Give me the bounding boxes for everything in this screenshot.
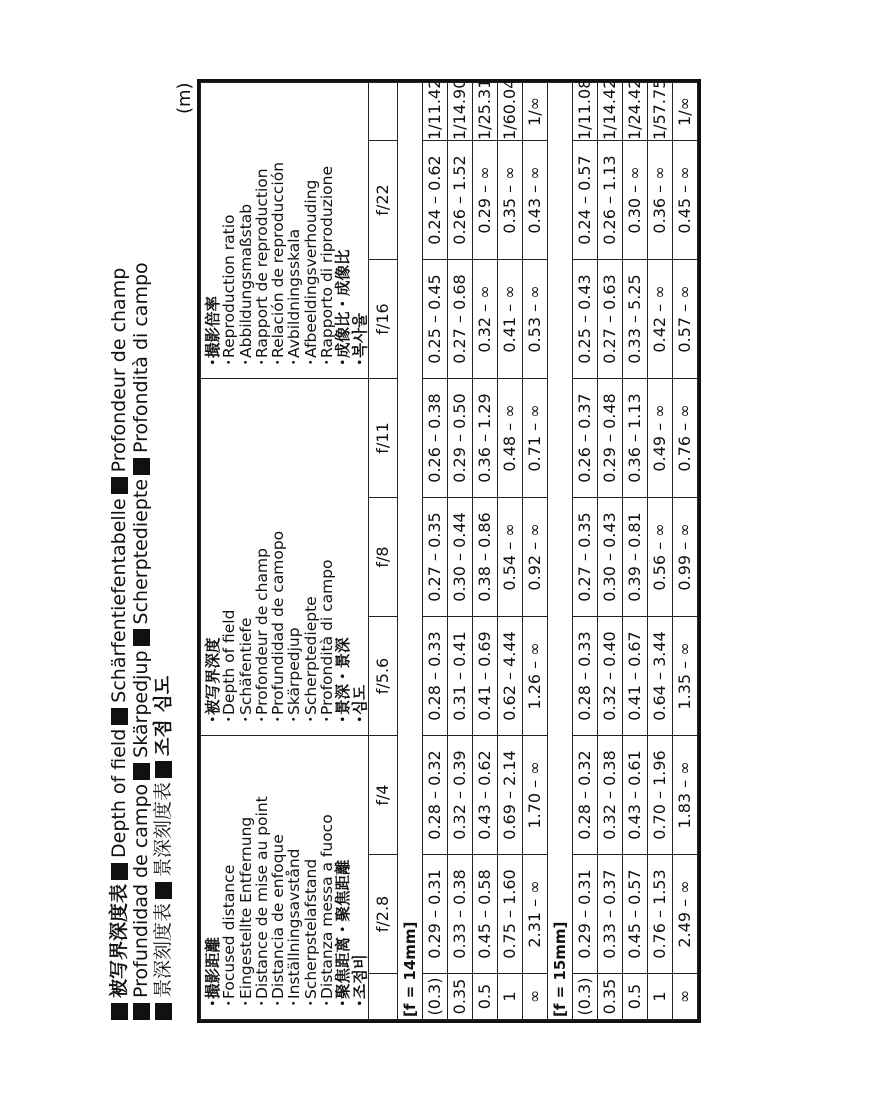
bullet-icon: ・ — [334, 354, 353, 370]
dof-value-cell: 0.33 – 0.37 — [597, 855, 622, 974]
header-label-text: Profondeur de champ — [252, 548, 271, 715]
bullet-icon: ・ — [318, 354, 337, 370]
table-row — [597, 83, 622, 1020]
dof-value-cell: 0.25 – 0.43 — [572, 260, 597, 379]
dof-value-cell: 0.76 – ∞ — [672, 379, 697, 498]
header-label-line — [286, 379, 302, 727]
dof-value-cell: 0.29 – 0.31 — [572, 855, 597, 974]
bullet-icon: ・ — [318, 711, 337, 727]
aperture-header: f/4 — [368, 736, 397, 855]
title-item: 景深刻度表 — [152, 781, 174, 877]
depth-of-field-header — [201, 379, 369, 736]
title-item: Schärfentiefentabelle — [108, 498, 130, 703]
table-row — [572, 83, 597, 1020]
header-label-line — [270, 379, 286, 727]
dof-value-cell: 1.70 – ∞ — [522, 736, 547, 855]
bullet-icon: ・ — [204, 711, 222, 727]
dof-value-cell: 0.70 – 1.96 — [647, 736, 672, 855]
ratio-cell: 1/60.04 — [497, 83, 522, 141]
dof-value-cell: 0.26 – 1.52 — [447, 141, 472, 260]
header-label-line — [221, 736, 237, 1011]
dof-value-cell: 0.27 – 0.35 — [572, 498, 597, 617]
dof-value-cell: 0.27 – 0.35 — [422, 498, 447, 617]
dof-value-cell: 0.30 – ∞ — [622, 141, 647, 260]
header-label-line — [221, 83, 237, 370]
reproduction-ratio-header — [201, 83, 369, 379]
header-label-text: Relación de reproducción — [269, 161, 288, 358]
reproduction-ratio-labels — [205, 83, 368, 378]
dof-value-cell: 0.39 – 0.81 — [622, 498, 647, 617]
aperture-row-blank — [368, 974, 397, 1020]
black-square-icon — [155, 761, 172, 778]
header-label-text: Reproduction ratio — [220, 214, 239, 358]
header-label-line — [270, 83, 286, 370]
dof-value-cell: 0.99 – ∞ — [672, 498, 697, 617]
header-label-line — [254, 736, 270, 1011]
bullet-icon: ・ — [285, 354, 304, 370]
dof-value-cell: 0.29 – ∞ — [472, 141, 497, 260]
dof-value-cell: 1.26 – ∞ — [522, 617, 547, 736]
dof-value-cell: 0.32 – ∞ — [472, 260, 497, 379]
bullet-icon: ・ — [285, 995, 304, 1011]
distance-cell: 0.5 — [472, 974, 497, 1020]
bullet-icon: ・ — [334, 711, 353, 727]
header-label-text: 成像比・成像比 — [334, 249, 353, 358]
dof-value-cell: 0.41 – 0.69 — [472, 617, 497, 736]
ratio-cell: 1/25.31 — [472, 83, 497, 141]
title-item: Skärpedjup — [130, 650, 152, 758]
aperture-header: f/8 — [368, 498, 397, 617]
dof-value-cell: 0.36 – 1.13 — [622, 379, 647, 498]
header-label-line — [254, 379, 270, 727]
dof-value-cell: 0.31 – 0.41 — [447, 617, 472, 736]
header-label-line — [352, 379, 368, 727]
header-label-text: Afbeeldingsverhouding — [301, 179, 320, 358]
black-square-icon — [111, 863, 128, 880]
bullet-icon: ・ — [236, 995, 255, 1011]
dof-value-cell: 0.54 – ∞ — [497, 498, 522, 617]
ratio-cell: 1/14.42 — [597, 83, 622, 141]
distance-cell: 0.5 — [622, 974, 647, 1020]
ratio-cell: 1/∞ — [522, 83, 547, 141]
dof-value-cell: 0.43 – 0.61 — [622, 736, 647, 855]
dof-value-cell: 0.56 – ∞ — [647, 498, 672, 617]
header-label-line — [335, 736, 351, 1011]
dof-value-cell: 0.75 – 1.60 — [497, 855, 522, 974]
header-label-line — [319, 379, 335, 727]
ratio-cell: 1/11.42 — [422, 83, 447, 141]
header-label-text: 조점비 — [350, 954, 369, 999]
header-label-line — [352, 736, 368, 1011]
table-row — [522, 83, 547, 1020]
ratio-cell: 1/14.90 — [447, 83, 472, 141]
header-label-line — [238, 83, 254, 370]
table-row — [497, 83, 522, 1020]
dof-value-cell: 0.41 – 0.67 — [622, 617, 647, 736]
dof-value-cell: 0.32 – 0.40 — [597, 617, 622, 736]
bullet-icon: ・ — [220, 354, 239, 370]
title-item: 被写界深度表 — [108, 883, 130, 998]
dof-value-cell: 2.31 – ∞ — [522, 855, 547, 974]
focused-distance-header — [201, 736, 369, 1020]
table-row — [422, 83, 447, 1020]
header-label-line — [254, 83, 270, 370]
depth-of-field-labels — [205, 379, 368, 735]
header-label-text: Profondità di campo — [318, 559, 337, 715]
black-square-icon — [111, 708, 128, 725]
header-label-text: Distance de mise au point — [252, 796, 271, 999]
header-label-text: Abbildungsmaßstab — [236, 203, 255, 358]
dof-value-cell: 0.32 – 0.38 — [597, 736, 622, 855]
distance-cell: (0.3) — [572, 974, 597, 1020]
dof-value-cell: 0.28 – 0.32 — [572, 736, 597, 855]
table-row — [647, 83, 672, 1020]
ratio-cell: 1/11.08 — [572, 83, 597, 141]
header-label-line — [238, 736, 254, 1011]
ratio-cell: 1/57.75 — [647, 83, 672, 141]
dof-value-cell: 0.29 – 0.31 — [422, 855, 447, 974]
dof-value-cell: 0.29 – 0.48 — [597, 379, 622, 498]
dof-value-cell: 0.35 – ∞ — [497, 141, 522, 260]
dof-value-cell: 0.27 – 0.63 — [597, 260, 622, 379]
title-line-3 — [152, 120, 174, 1020]
dof-value-cell: 0.53 – ∞ — [522, 260, 547, 379]
bullet-icon: ・ — [204, 995, 222, 1011]
header-label-text: 撮影倍率 — [204, 295, 222, 358]
header-label-text: 被写界深度 — [204, 637, 222, 715]
header-label-text: Distancia de enfoque — [269, 834, 288, 999]
title-item: Scherptediepte — [130, 478, 152, 625]
dof-value-cell: 0.71 – ∞ — [522, 379, 547, 498]
dof-value-cell: 0.43 – ∞ — [522, 141, 547, 260]
aperture-header: f/2.8 — [368, 855, 397, 974]
header-label-text: 撮影距離 — [204, 936, 222, 999]
header-label-text: Skärpedjup — [285, 627, 304, 715]
title-item: 조점 심도 — [152, 675, 174, 756]
title-line-1 — [108, 120, 130, 1020]
header-label-line — [303, 379, 319, 727]
header-label-text: 복사율 — [350, 313, 369, 358]
dof-value-cell: 0.25 – 0.45 — [422, 260, 447, 379]
dof-value-cell: 0.38 – 0.86 — [472, 498, 497, 617]
black-square-icon — [133, 629, 150, 646]
header-label-line — [270, 736, 286, 1011]
header-label-line — [303, 83, 319, 370]
bullet-icon: ・ — [269, 354, 288, 370]
dof-value-cell: 1.35 – ∞ — [672, 617, 697, 736]
header-label-line — [319, 736, 335, 1011]
dof-value-cell: 0.28 – 0.33 — [572, 617, 597, 736]
distance-cell: 0.35 — [447, 974, 472, 1020]
header-label-text: Scherpstelafstand — [301, 858, 320, 999]
header-label-line — [303, 736, 319, 1011]
distance-cell: 1 — [497, 974, 522, 1020]
header-label-line — [238, 379, 254, 727]
bullet-icon: ・ — [269, 995, 288, 1011]
bullet-icon: ・ — [301, 354, 320, 370]
table-row — [472, 83, 497, 1020]
dof-value-cell: 0.49 – ∞ — [647, 379, 672, 498]
dof-value-cell: 0.30 – 0.44 — [447, 498, 472, 617]
bullet-icon: ・ — [350, 995, 369, 1011]
header-label-line — [352, 83, 368, 370]
dof-value-cell: 0.43 – 0.62 — [472, 736, 497, 855]
table-row — [622, 83, 647, 1020]
depth-of-field-table — [200, 78, 698, 1020]
bullet-icon: ・ — [236, 354, 255, 370]
header-label-text: 심도 — [350, 685, 369, 715]
section-row — [397, 83, 422, 1020]
title-item: Profundidad de campo — [130, 783, 152, 998]
dof-value-cell: 0.41 – ∞ — [497, 260, 522, 379]
header-label-text: 聚焦距离・聚焦距離 — [334, 859, 353, 999]
dof-value-cell: 0.26 – 1.13 — [597, 141, 622, 260]
header-label-text: Distanza messa a fuoco — [318, 814, 337, 999]
header-label-text: Schäfentiefe — [236, 617, 255, 715]
bullet-icon: ・ — [252, 354, 271, 370]
aperture-header: f/5.6 — [368, 617, 397, 736]
ratio-cell: 1/∞ — [672, 83, 697, 141]
dof-value-cell: 0.30 – 0.43 — [597, 498, 622, 617]
dof-value-cell: 0.24 – 0.57 — [572, 141, 597, 260]
dof-value-cell: 0.29 – 0.50 — [447, 379, 472, 498]
header-label-line — [205, 379, 221, 727]
dof-value-cell: 0.26 – 0.37 — [572, 379, 597, 498]
focused-distance-labels — [205, 736, 368, 1019]
dof-value-cell: 1.83 – ∞ — [672, 736, 697, 855]
header-label-text: 景深・景深 — [334, 637, 353, 715]
title-item: 景深刻度表 — [152, 902, 174, 998]
section-label: [f = 15mm] — [547, 83, 572, 1020]
header-label-line — [221, 379, 237, 727]
bullet-icon: ・ — [301, 711, 320, 727]
bullet-icon: ・ — [204, 354, 222, 370]
distance-cell: 1 — [647, 974, 672, 1020]
dof-value-cell: 0.28 – 0.33 — [422, 617, 447, 736]
bullet-icon: ・ — [252, 995, 271, 1011]
header-label-line — [335, 83, 351, 370]
black-square-icon — [133, 1003, 150, 1020]
title-item: Profondeur de champ — [108, 267, 130, 473]
header-label-line — [319, 83, 335, 370]
header-label-line — [205, 83, 221, 370]
bullet-icon: ・ — [334, 995, 353, 1011]
dof-value-cell: 0.42 – ∞ — [647, 260, 672, 379]
dof-value-cell: 0.69 – 2.14 — [497, 736, 522, 855]
header-label-text: Rapport de reproduction — [252, 168, 271, 358]
section-row — [547, 83, 572, 1020]
header-label-text: Eingestellte Entfernung — [236, 816, 255, 999]
dof-value-cell: 0.26 – 0.38 — [422, 379, 447, 498]
section-label: [f = 14mm] — [397, 83, 422, 1020]
header-label-line — [286, 83, 302, 370]
header-label-line — [205, 736, 221, 1011]
dof-value-cell: 0.33 – 5.25 — [622, 260, 647, 379]
dof-value-cell: 0.45 – ∞ — [672, 141, 697, 260]
bullet-icon: ・ — [350, 711, 369, 727]
bullet-icon: ・ — [350, 354, 369, 370]
header-label-text: Scherptediepte — [301, 596, 320, 715]
dof-value-cell: 2.49 – ∞ — [672, 855, 697, 974]
table-row — [672, 83, 697, 1020]
title-line-2 — [130, 120, 152, 1020]
dof-value-cell: 0.57 – ∞ — [672, 260, 697, 379]
black-square-icon — [155, 882, 172, 899]
dof-value-cell: 0.45 – 0.57 — [622, 855, 647, 974]
dof-value-cell: 0.48 – ∞ — [497, 379, 522, 498]
header-row-labels — [201, 83, 369, 1020]
title-item: Profondità di campo — [130, 262, 152, 453]
dof-value-cell: 0.24 – 0.62 — [422, 141, 447, 260]
bullet-icon: ・ — [269, 711, 288, 727]
title-block — [108, 120, 174, 1020]
bullet-icon: ・ — [236, 711, 255, 727]
black-square-icon — [111, 477, 128, 494]
bullet-icon: ・ — [252, 711, 271, 727]
dof-value-cell: 0.62 – 4.44 — [497, 617, 522, 736]
bullet-icon: ・ — [318, 995, 337, 1011]
aperture-row — [368, 83, 397, 1020]
bullet-icon: ・ — [220, 711, 239, 727]
black-square-icon — [133, 763, 150, 780]
dof-value-cell: 0.33 – 0.38 — [447, 855, 472, 974]
header-label-text: Focused distance — [220, 864, 239, 999]
dof-value-cell: 0.64 – 3.44 — [647, 617, 672, 736]
bullet-icon: ・ — [285, 711, 304, 727]
ratio-cell: 1/24.42 — [622, 83, 647, 141]
header-label-text: Rapporto di riproduzione — [318, 165, 337, 358]
black-square-icon — [155, 1003, 172, 1020]
header-label-text: Depth of field — [220, 609, 239, 715]
dof-value-cell: 0.28 – 0.32 — [422, 736, 447, 855]
dof-value-cell: 0.76 – 1.53 — [647, 855, 672, 974]
header-label-line — [335, 379, 351, 727]
dof-value-cell: 0.36 – 1.29 — [472, 379, 497, 498]
dof-value-cell: 0.27 – 0.68 — [447, 260, 472, 379]
table-row — [447, 83, 472, 1020]
header-label-text: Avbildningsskala — [285, 228, 304, 358]
header-label-line — [286, 736, 302, 1011]
aperture-header: f/11 — [368, 379, 397, 498]
aperture-row-blank — [368, 83, 397, 141]
black-square-icon — [133, 458, 150, 475]
bullet-icon: ・ — [301, 995, 320, 1011]
title-item: Depth of field — [108, 728, 130, 858]
dof-value-cell: 0.45 – 0.58 — [472, 855, 497, 974]
black-square-icon — [111, 1003, 128, 1020]
distance-cell: ∞ — [522, 974, 547, 1020]
dof-value-cell: 0.92 – ∞ — [522, 498, 547, 617]
distance-cell: 0.35 — [597, 974, 622, 1020]
header-label-text: Inställningsavstånd — [285, 848, 304, 999]
distance-cell: ∞ — [672, 974, 697, 1020]
aperture-header: f/16 — [368, 260, 397, 379]
unit-label: (m) — [174, 82, 195, 114]
distance-cell: (0.3) — [422, 974, 447, 1020]
dof-value-cell: 0.32 – 0.39 — [447, 736, 472, 855]
header-label-text: Profundidad de camopo — [269, 530, 288, 715]
aperture-header: f/22 — [368, 141, 397, 260]
dof-value-cell: 0.36 – ∞ — [647, 141, 672, 260]
bullet-icon: ・ — [220, 995, 239, 1011]
